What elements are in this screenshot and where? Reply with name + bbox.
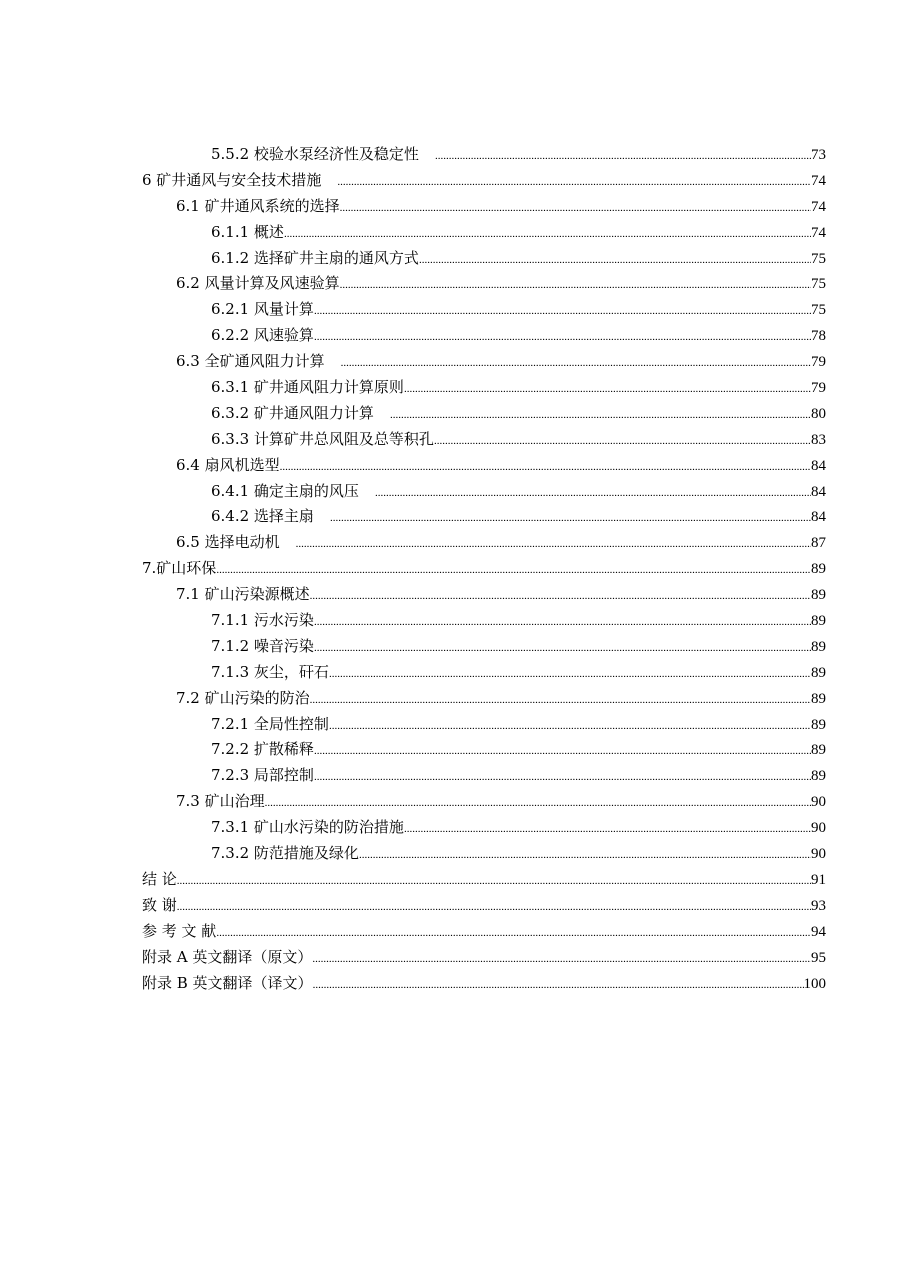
toc-entry-title: 7.3.1 矿山水污染的防治措施 [211,818,404,837]
toc-dot-leader [434,429,811,455]
toc-dot-leader [329,714,811,740]
toc-page-number: 89 [811,690,826,707]
toc-dot-leader [310,688,811,714]
toc-entry [142,427,826,453]
toc-page-number: 93 [811,897,826,914]
toc-entry [142,401,826,427]
toc-dot-leader [177,869,811,895]
toc-entry-title: 7.2.3 局部控制 [211,766,314,785]
toc-entry-title: 7.矿山环保 [142,559,217,578]
toc-page-number: 79 [811,354,826,371]
toc-dot-leader [404,817,811,843]
toc-dot-leader [216,558,811,584]
toc-page-number: 84 [811,457,826,474]
toc-dot-leader [314,610,811,636]
toc-entry-title: 致 谢 [142,895,177,914]
toc-page-number: 83 [811,431,826,448]
toc-dot-leader [329,662,811,688]
toc-page-number: 100 [803,975,826,992]
toc-dot-leader [313,973,804,999]
toc-entry-title: 6.1.1 概述 [211,222,284,241]
toc-page-number: 89 [811,664,826,681]
toc-entry-title: 附录 A 英文翻译（原文） [142,947,313,966]
toc-entry-title: 7.2.1 全局性控制 [211,714,329,733]
toc-dot-leader [340,273,811,299]
toc-entry [142,194,826,220]
toc-entry-title: 7.1 矿山污染源概述 [176,585,310,604]
toc-entry [142,168,826,194]
toc-page-number: 73 [811,147,826,163]
toc-dot-leader [314,299,811,325]
toc-entry-title: 6.1.2 选择矿井主扇的通风方式 [211,248,419,267]
toc-page-number: 74 [811,172,826,189]
toc-entry [142,971,826,997]
toc-entry-title: 6.3.1 矿井通风阻力计算原则 [211,378,404,397]
toc-entry [142,349,826,375]
toc-dot-leader [296,532,811,558]
toc-dot-leader [375,481,811,507]
toc-entry-title: 6 矿井通风与安全技术措施 [142,170,322,189]
toc-entry [142,556,826,582]
toc-dot-leader [177,895,811,921]
toc-entry-title: 7.3 矿山治理 [176,792,265,811]
toc-page-number: 80 [811,405,826,422]
toc-dot-leader [312,947,811,973]
toc-dot-leader [390,403,811,429]
toc-dot-leader [314,765,811,791]
toc-dot-leader [314,739,811,765]
toc-page-number: 89 [811,561,826,578]
toc-page-number: 94 [811,923,826,940]
toc-entry-title: 7.1.2 噪音污染 [211,636,314,655]
toc-entry [142,893,826,919]
toc-dot-leader [419,248,811,274]
toc-entry [142,712,826,738]
toc-entry [142,686,826,712]
toc-page-number: 74 [811,198,826,215]
toc-page-number: 89 [811,638,826,655]
toc-entry [142,841,826,867]
toc-page-number: 89 [811,768,826,785]
toc-entry-title: 7.3.2 防范措施及绿化 [211,844,359,863]
toc-dot-leader [216,921,811,947]
toc-entry [142,375,826,401]
toc-page-number: 90 [811,846,826,863]
toc-dot-leader [404,377,811,403]
toc-dot-leader [330,506,811,532]
toc-dot-leader [337,170,811,196]
toc-entry [142,297,826,323]
toc-entry-title: 附录 B 英文翻译（译文） [142,973,313,992]
toc-entry [142,867,826,893]
toc-entry [142,142,826,168]
toc-entry-title: 7.1.1 污水污染 [211,611,314,630]
toc-entry-title: 6.2.1 风量计算 [211,300,314,319]
toc-entry-title: 7.2.2 扩散稀释 [211,740,314,759]
toc-entry [142,634,826,660]
toc-page-number: 75 [811,250,826,267]
toc-entry [142,453,826,479]
toc-dot-leader [280,455,811,481]
toc-page-number: 87 [811,535,826,552]
toc-entry-title: 6.2.2 风速验算 [211,326,314,345]
toc-entry-title: 7.2 矿山污染的防治 [176,688,310,707]
toc-entry-title: 6.1 矿井通风系统的选择 [176,196,340,215]
toc-entry [142,789,826,815]
toc-entry-title: 6.5 选择电动机 [176,533,280,552]
toc-page-number: 89 [811,716,826,733]
toc-entry-title: 6.3 全矿通风阻力计算 [176,352,325,371]
toc-page-number: 84 [811,509,826,526]
toc-entry [142,608,826,634]
toc-page-number: 89 [811,587,826,604]
toc-dot-leader [359,843,811,869]
toc-entry-title: 6.4.1 确定主扇的风压 [211,481,359,500]
toc-entry-title: 5.5.2 校验水泵经济性及稳定性 [211,145,419,163]
toc-entry [142,660,826,686]
toc-page-number: 79 [811,380,826,397]
toc-entry [142,271,826,297]
toc-page-number: 89 [811,742,826,759]
toc-entry [142,504,826,530]
toc-page-number: 90 [811,820,826,837]
toc-entry-title: 6.2 风量计算及风速验算 [176,274,340,293]
toc-page-number: 75 [811,302,826,319]
toc-entry [142,815,826,841]
toc-entry-title: 参 考 文 献 [142,921,217,940]
toc-dot-leader [341,351,811,377]
toc-entry [142,246,826,272]
toc-entry-title: 6.3.3 计算矿井总风阻及总等积孔 [211,429,434,448]
toc-entry [142,737,826,763]
toc-page-number: 74 [811,224,826,241]
toc-entry [142,530,826,556]
toc-page-number: 78 [811,328,826,345]
toc-page-number: 75 [811,276,826,293]
toc-entry [142,220,826,246]
toc-dot-leader [284,222,811,248]
toc-page-number: 95 [811,949,826,966]
toc-entry [142,763,826,789]
toc-dot-leader [340,196,811,222]
toc-dot-leader [265,791,811,817]
toc-page-number: 89 [811,613,826,630]
toc-entry-title: 7.1.3 灰尘，矸石 [211,662,329,681]
toc-page-number: 91 [811,871,826,888]
toc-entry [142,945,826,971]
table-of-contents [142,142,826,996]
toc-entry [142,323,826,349]
toc-entry-title: 6.4 扇风机选型 [176,455,280,474]
toc-entry [142,582,826,608]
toc-entry [142,919,826,945]
toc-entry-title: 6.3.2 矿井通风阻力计算 [211,403,374,422]
toc-page-number: 90 [811,794,826,811]
toc-dot-leader [314,325,811,351]
toc-entry [142,479,826,505]
toc-dot-leader [310,584,811,610]
toc-page-number: 84 [811,483,826,500]
toc-dot-leader [435,144,811,170]
toc-dot-leader [314,636,811,662]
toc-entry-title: 6.4.2 选择主扇 [211,507,314,526]
toc-entry-title: 结 论 [142,869,177,888]
